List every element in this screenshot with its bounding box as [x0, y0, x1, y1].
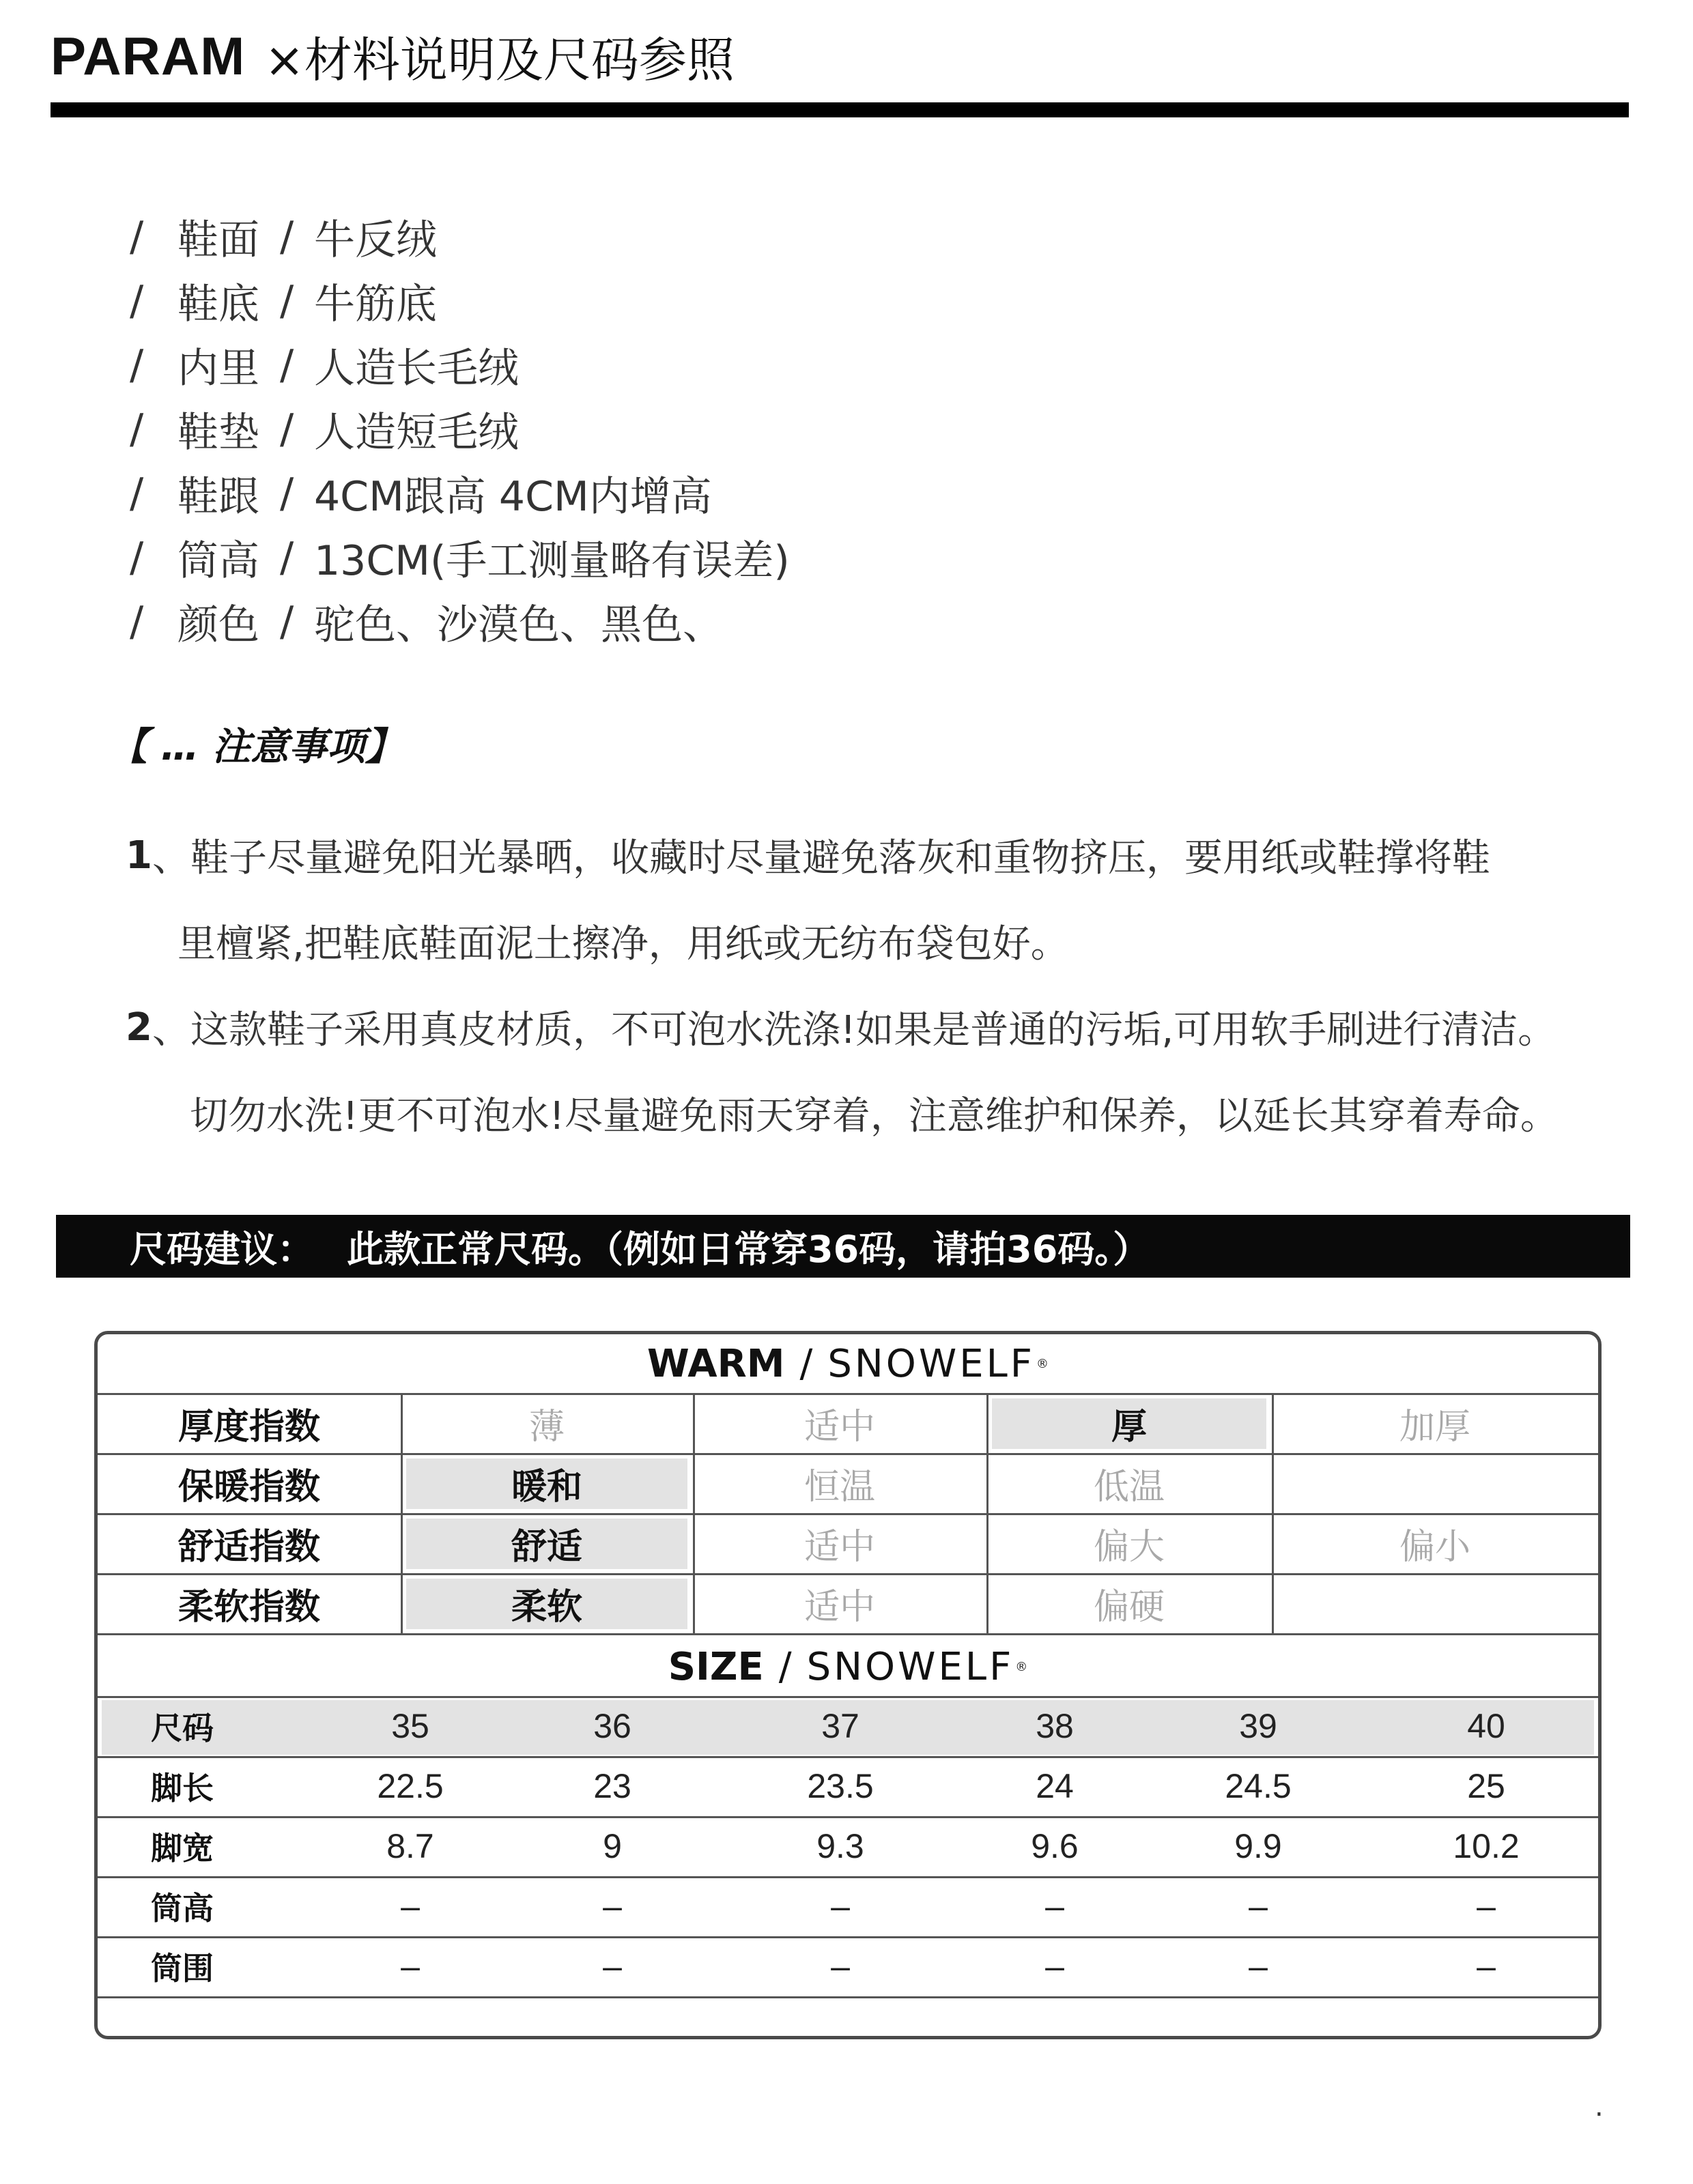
warm-option: 加厚 — [1399, 1406, 1470, 1448]
param-value: 驼色、沙漠色、黑色、 — [314, 601, 724, 649]
size-header-label: 尺码 — [151, 1710, 214, 1747]
param-slash: / — [130, 598, 144, 646]
size-header-cell: 35 — [391, 1707, 429, 1745]
param-row — [130, 526, 790, 590]
param-slash: / — [280, 213, 294, 261]
size-value-cell: – — [603, 1887, 622, 1925]
param-label: 鞋底 — [177, 281, 259, 328]
size-value-cell: – — [603, 1947, 622, 1985]
param-slash: / — [130, 277, 144, 325]
table-rule — [98, 1996, 1598, 1998]
param-slash: / — [280, 534, 294, 581]
warm-option-selected: 舒适 — [511, 1526, 582, 1568]
warm-option: 适中 — [803, 1526, 875, 1568]
size-advice-bar — [56, 1215, 1630, 1278]
registered-mark: ® — [1015, 1659, 1028, 1674]
param-row — [130, 590, 790, 654]
param-label: 鞋垫 — [177, 409, 259, 457]
warm-title-text: WARM — [646, 1341, 785, 1386]
note-number: 1 — [126, 833, 152, 878]
note-item-1-line-1 — [126, 812, 1614, 898]
header-divider — [51, 102, 1629, 117]
warm-table-title — [98, 1334, 1598, 1393]
size-value-cell: 24 — [1036, 1767, 1074, 1805]
size-header-cell: 39 — [1239, 1707, 1277, 1745]
material-params-list — [130, 205, 790, 654]
warm-row-label: 柔软指数 — [177, 1586, 320, 1628]
warm-option-selected: 暖和 — [511, 1466, 582, 1508]
param-slash: / — [280, 405, 294, 453]
note-number: 2 — [126, 1005, 152, 1050]
size-table-title — [98, 1637, 1598, 1696]
size-advice-value: 此款正常尺码。（例如日常穿36码，请拍36码。） — [347, 1227, 1150, 1271]
warm-option — [1272, 1453, 1598, 1513]
param-label: 鞋面 — [177, 216, 259, 264]
warm-option: 适中 — [803, 1406, 875, 1448]
size-header-cell: 36 — [593, 1707, 631, 1745]
size-value-cell: – — [1249, 1887, 1268, 1925]
warm-option: 偏硬 — [1093, 1586, 1165, 1628]
warm-option: 偏大 — [1093, 1526, 1165, 1568]
param-value: 牛筋底 — [314, 281, 437, 328]
size-title-slash: / — [778, 1644, 792, 1689]
size-value-cell: 10.2 — [1453, 1827, 1520, 1865]
size-value-cell: – — [401, 1887, 420, 1925]
param-slash: / — [130, 534, 144, 581]
param-value: 人造长毛绒 — [314, 345, 519, 392]
warm-row-label: 舒适指数 — [177, 1526, 320, 1568]
param-row — [130, 333, 790, 397]
param-slash: / — [130, 470, 144, 517]
warmth-size-panel — [94, 1331, 1602, 2039]
warm-option-selected: 厚 — [1111, 1406, 1147, 1448]
warm-option: 薄 — [528, 1406, 565, 1448]
size-value-cell: 9.3 — [816, 1827, 864, 1865]
warm-option: 低温 — [1093, 1466, 1165, 1508]
size-value-cell: 9.9 — [1234, 1827, 1282, 1865]
warm-option — [1272, 1573, 1598, 1633]
page-header — [51, 15, 735, 97]
size-value-cell: – — [831, 1887, 850, 1925]
size-value-cell: 24.5 — [1225, 1767, 1292, 1805]
size-value-cell: 25 — [1467, 1767, 1505, 1805]
brand-title: PARAM — [51, 25, 246, 86]
param-row — [130, 397, 790, 461]
warm-option: 偏小 — [1399, 1526, 1470, 1568]
param-row — [130, 205, 790, 269]
footer-mark: . — [1595, 2091, 1604, 2123]
size-value-cell: – — [831, 1947, 850, 1985]
size-row-label: 筒围 — [151, 1950, 214, 1987]
size-header-cell: 38 — [1036, 1707, 1074, 1745]
size-value-cell: 9.6 — [1031, 1827, 1079, 1865]
note-text: 、这款鞋子采用真皮材质，不可泡水洗涤!如果是普通的污垢,可用软手刷进行清洁。 — [152, 1008, 1556, 1052]
note-item-2-line-1 — [126, 984, 1614, 1070]
notice-title: 【 … 注意事项】 — [109, 725, 403, 769]
param-slash: / — [280, 341, 294, 389]
size-value-cell: – — [1477, 1887, 1496, 1925]
warm-option-selected: 柔软 — [511, 1586, 582, 1628]
param-label: 颜色 — [177, 601, 259, 649]
size-title-brand: SNOWELF — [806, 1644, 1014, 1689]
size-value-cell: – — [1045, 1947, 1064, 1985]
param-row — [130, 269, 790, 333]
param-slash: / — [280, 470, 294, 517]
note-text: 切勿水洗!更不可泡水!尽量避免雨天穿着，注意维护和保养，以延长其穿着寿命。 — [190, 1094, 1559, 1138]
note-text: 里檀紧,把鞋底鞋面泥土擦净，用纸或无纺布袋包好。 — [177, 922, 1069, 966]
param-slash: / — [130, 405, 144, 453]
param-value: 4CM跟高 4CM内增高 — [314, 473, 712, 521]
size-header-cell: 37 — [821, 1707, 859, 1745]
param-label: 鞋跟 — [177, 473, 259, 521]
note-text: 、鞋子尽量避免阳光暴晒，收藏时尽量避免落灰和重物挤压，要用纸或鞋撑将鞋 — [152, 836, 1490, 880]
size-value-cell: 9 — [603, 1827, 622, 1865]
warm-row-label: 保暖指数 — [177, 1466, 320, 1508]
size-value-cell: – — [1477, 1947, 1496, 1985]
warm-title-brand: SNOWELF — [827, 1341, 1035, 1386]
note-item-1-line-2 — [126, 898, 1614, 984]
table-rule — [98, 1633, 1598, 1635]
warm-title-slash: / — [799, 1341, 813, 1386]
param-slash: / — [280, 277, 294, 325]
warm-option: 恒温 — [803, 1466, 875, 1508]
param-label: 筒高 — [177, 537, 259, 585]
param-value: 13CM(手工测量略有误差) — [314, 537, 790, 585]
size-row-label: 脚长 — [151, 1770, 214, 1807]
param-slash: / — [130, 213, 144, 261]
param-slash: / — [130, 341, 144, 389]
size-value-cell: – — [1045, 1887, 1064, 1925]
warm-option: 适中 — [803, 1586, 875, 1628]
size-value-cell: – — [401, 1947, 420, 1985]
size-row-label: 脚宽 — [151, 1830, 214, 1867]
param-slash: / — [280, 598, 294, 646]
size-row-label: 筒高 — [151, 1890, 214, 1927]
size-value-cell: 22.5 — [377, 1767, 444, 1805]
notice-list — [126, 812, 1614, 1156]
warm-row-label: 厚度指数 — [177, 1406, 320, 1448]
size-value-cell: 23 — [593, 1767, 631, 1805]
size-title-text: SIZE — [668, 1644, 764, 1689]
size-advice-label: 尺码建议： — [130, 1227, 314, 1271]
size-value-cell: 8.7 — [386, 1827, 434, 1865]
page-subtitle: ×材料说明及尺码参照 — [264, 31, 735, 88]
param-value: 牛反绒 — [314, 216, 437, 264]
size-header-cell: 40 — [1467, 1707, 1505, 1745]
note-item-2-line-2 — [126, 1070, 1614, 1156]
size-value-cell: 23.5 — [807, 1767, 874, 1805]
param-row — [130, 461, 790, 526]
param-value: 人造短毛绒 — [314, 409, 519, 457]
size-value-cell: – — [1249, 1947, 1268, 1985]
param-label: 内里 — [177, 345, 259, 392]
registered-mark: ® — [1036, 1356, 1049, 1371]
